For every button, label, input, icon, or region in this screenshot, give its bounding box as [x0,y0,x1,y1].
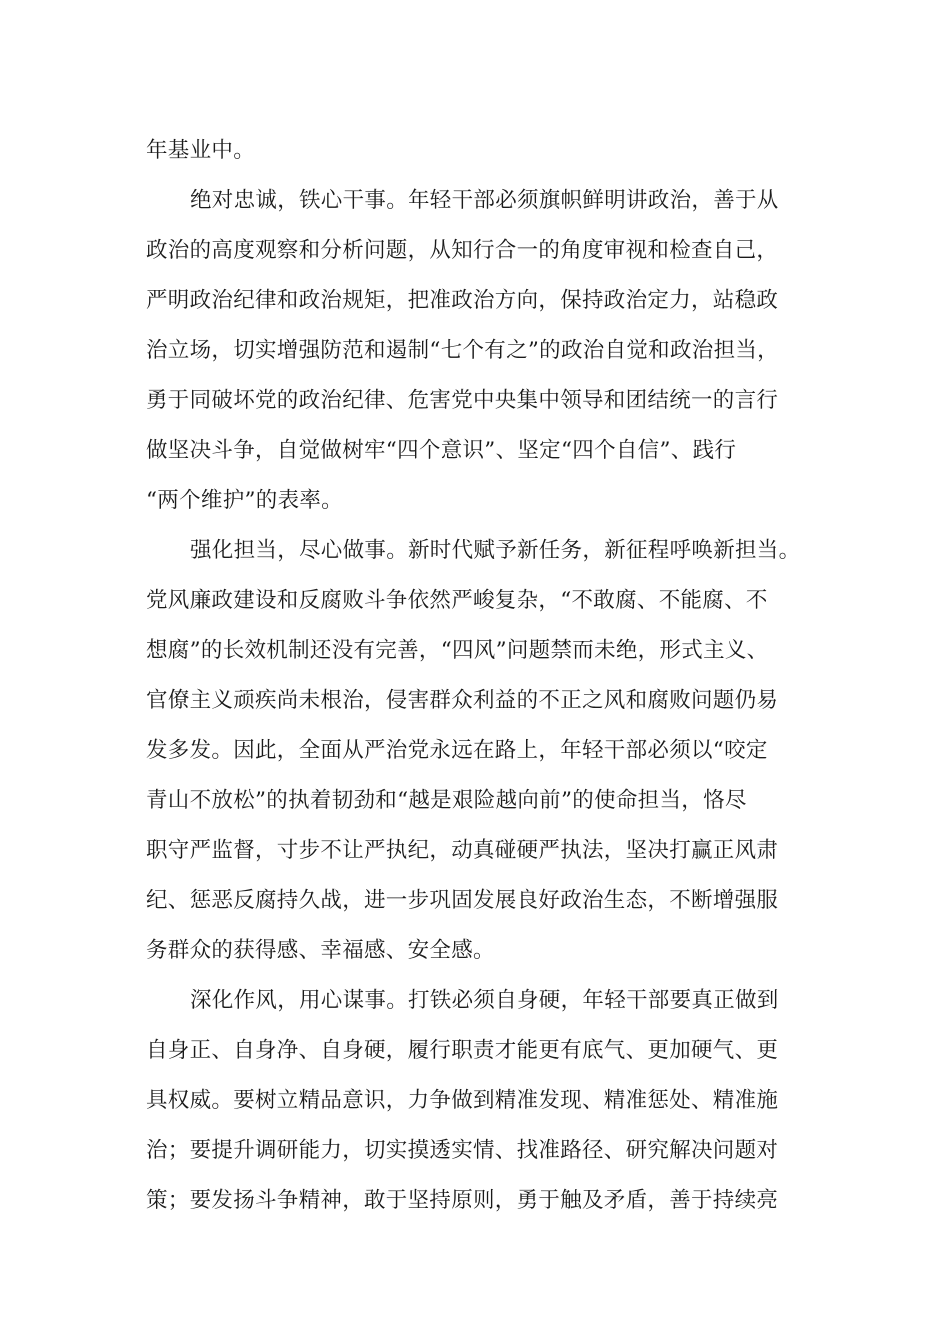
paragraph-first-line: 强化担当，尽心做事。新时代赋予新任务，新征程呼唤新担当。 [190,538,801,563]
text-line: 勇于同破坏党的政治纪律、危害党中央集中领导和团结统一的言行 [146,388,779,413]
text-line: 青山不放松”的执着韧劲和“越是艰险越向前”的使命担当，恪尽 [146,788,747,813]
text-line: 策；要发扬斗争精神，敢于坚持原则，勇于触及矛盾，善于持续亮 [146,1188,779,1213]
text-line: 官僚主义顽疾尚未根治，侵害群众利益的不正之风和腐败问题仍易 [146,688,779,713]
text-line: 发多发。因此，全面从严治党永远在路上，年轻干部必须以“咬定 [146,738,768,763]
text-line: 政治的高度观察和分析问题，从知行合一的角度审视和检查自己， [146,238,779,263]
text-line: 年基业中。 [146,138,256,163]
text-line: 治；要提升调研能力，切实摸透实情、找准路径、研究解决问题对 [146,1138,779,1163]
text-line: 做坚决斗争，自觉做树牢“四个意识”、坚定“四个自信”、践行 [146,438,737,463]
paragraph-first-line: 绝对忠诚，铁心干事。年轻干部必须旗帜鲜明讲政治，善于从 [190,188,779,213]
text-line: 纪、惩恶反腐持久战，进一步巩固发展良好政治生态，不断增强服 [146,888,779,913]
text-line: 具权威。要树立精品意识，力争做到精准发现、精准惩处、精准施 [146,1088,779,1113]
text-line: 严明政治纪律和政治规矩，把准政治方向，保持政治定力，站稳政 [146,288,779,313]
text-line: 想腐”的长效机制还没有完善，“四风”问题禁而未绝，形式主义、 [146,638,769,663]
text-line: 务群众的获得感、幸福感、安全感。 [146,938,495,963]
text-line: 职守严监督，寸步不让严执纪，动真碰硬严执法，坚决打赢正风肃 [146,838,779,863]
text-line: “两个维护”的表率。 [146,488,343,513]
text-line: 自身正、自身净、自身硬，履行职责才能更有底气、更加硬气、更 [146,1038,779,1063]
text-line: 治立场，切实增强防范和遏制“七个有之”的政治自觉和政治担当， [146,338,779,363]
paragraph-first-line: 深化作风，用心谋事。打铁必须自身硬，年轻干部要真正做到 [190,988,779,1013]
text-line: 党风廉政建设和反腐败斗争依然严峻复杂，“不敢腐、不能腐、不 [146,588,768,613]
